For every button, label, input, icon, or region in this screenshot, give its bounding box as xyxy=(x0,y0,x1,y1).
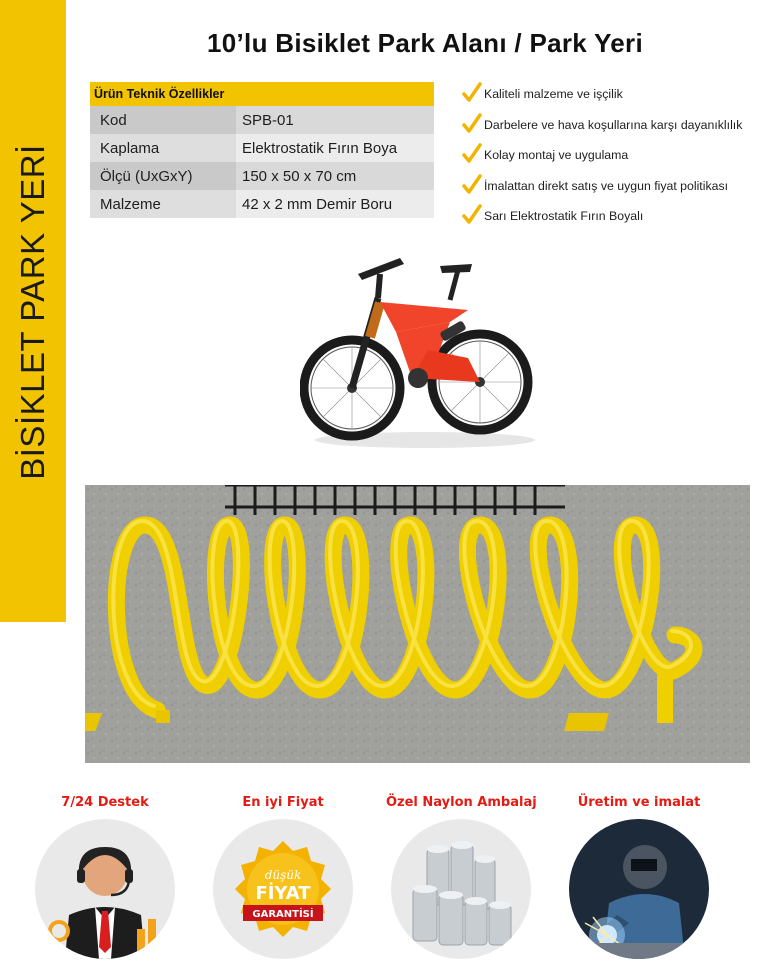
feature-text: Kolay montaj ve uygulama xyxy=(484,148,629,162)
badge-label: Özel Naylon Ambalaj xyxy=(386,795,537,810)
badge-best-price xyxy=(208,795,358,920)
seal-bottom-text: GARANTİSİ xyxy=(252,909,314,920)
plastic-wrap-rolls-icon xyxy=(391,819,531,959)
spec-row-size xyxy=(90,162,434,190)
seal-top-text: düşük xyxy=(264,868,302,882)
feature-list xyxy=(462,82,768,235)
seal-middle-text: FİYAT xyxy=(255,883,311,904)
badge-production xyxy=(564,795,714,810)
feature-item xyxy=(462,82,768,113)
spec-key: Malzeme xyxy=(90,190,236,218)
badge-label: Üretim ve imalat xyxy=(577,795,701,810)
spec-row-material xyxy=(90,190,434,218)
welder-icon xyxy=(569,819,709,959)
spec-value: 150 x 50 x 70 cm xyxy=(236,162,434,190)
spec-row-coating xyxy=(90,134,434,162)
badge-packaging xyxy=(386,795,536,810)
best-price-icon xyxy=(213,819,353,959)
feature-item xyxy=(462,204,768,235)
page-title: 10’lu Bisiklet Park Alanı / Park Yeri xyxy=(207,28,643,58)
spec-key: Kod xyxy=(90,106,236,134)
spec-value: 42 x 2 mm Demir Boru xyxy=(236,190,434,218)
feature-text: Kaliteli malzeme ve işçilik xyxy=(484,87,623,101)
side-banner xyxy=(0,0,66,622)
feature-text: Darbelere ve hava koşullarına karşı dayanıklılık xyxy=(484,117,743,132)
feature-item xyxy=(462,113,768,144)
feature-text: Sarı Elektrostatik Fırın Boyalı xyxy=(484,209,644,223)
spec-row-code xyxy=(90,106,434,134)
checkmark-icon xyxy=(462,113,482,135)
spec-value: SPB-01 xyxy=(236,106,434,134)
spec-table xyxy=(90,82,434,218)
spiral-bike-rack-photo xyxy=(85,485,750,763)
badge-circle xyxy=(35,819,175,959)
feature-text: İmalattan direkt satış ve uygun fiyat politikası xyxy=(484,178,729,193)
badge-label: En iyi Fiyat xyxy=(242,795,324,810)
badge-circle xyxy=(569,819,709,959)
mountain-bike-image xyxy=(300,240,540,462)
badge-label: 7/24 Destek xyxy=(61,795,149,810)
spec-key: Kaplama xyxy=(90,134,236,162)
feature-item xyxy=(462,174,768,205)
spec-value: Elektrostatik Fırın Boya xyxy=(236,134,434,162)
badge-circle xyxy=(391,819,531,959)
checkmark-icon xyxy=(462,174,482,196)
spec-table-header: Ürün Teknik Özellikler xyxy=(90,82,434,106)
support-agent-icon xyxy=(35,819,175,959)
checkmark-icon xyxy=(462,143,482,165)
side-banner-text: BİSİKLET PARK YERİ xyxy=(14,144,51,480)
badge-circle xyxy=(213,819,353,959)
checkmark-icon xyxy=(462,204,482,226)
spec-key: Ölçü (UxGxY) xyxy=(90,162,236,190)
feature-item xyxy=(462,143,768,174)
badge-support xyxy=(30,795,180,810)
checkmark-icon xyxy=(462,82,482,104)
